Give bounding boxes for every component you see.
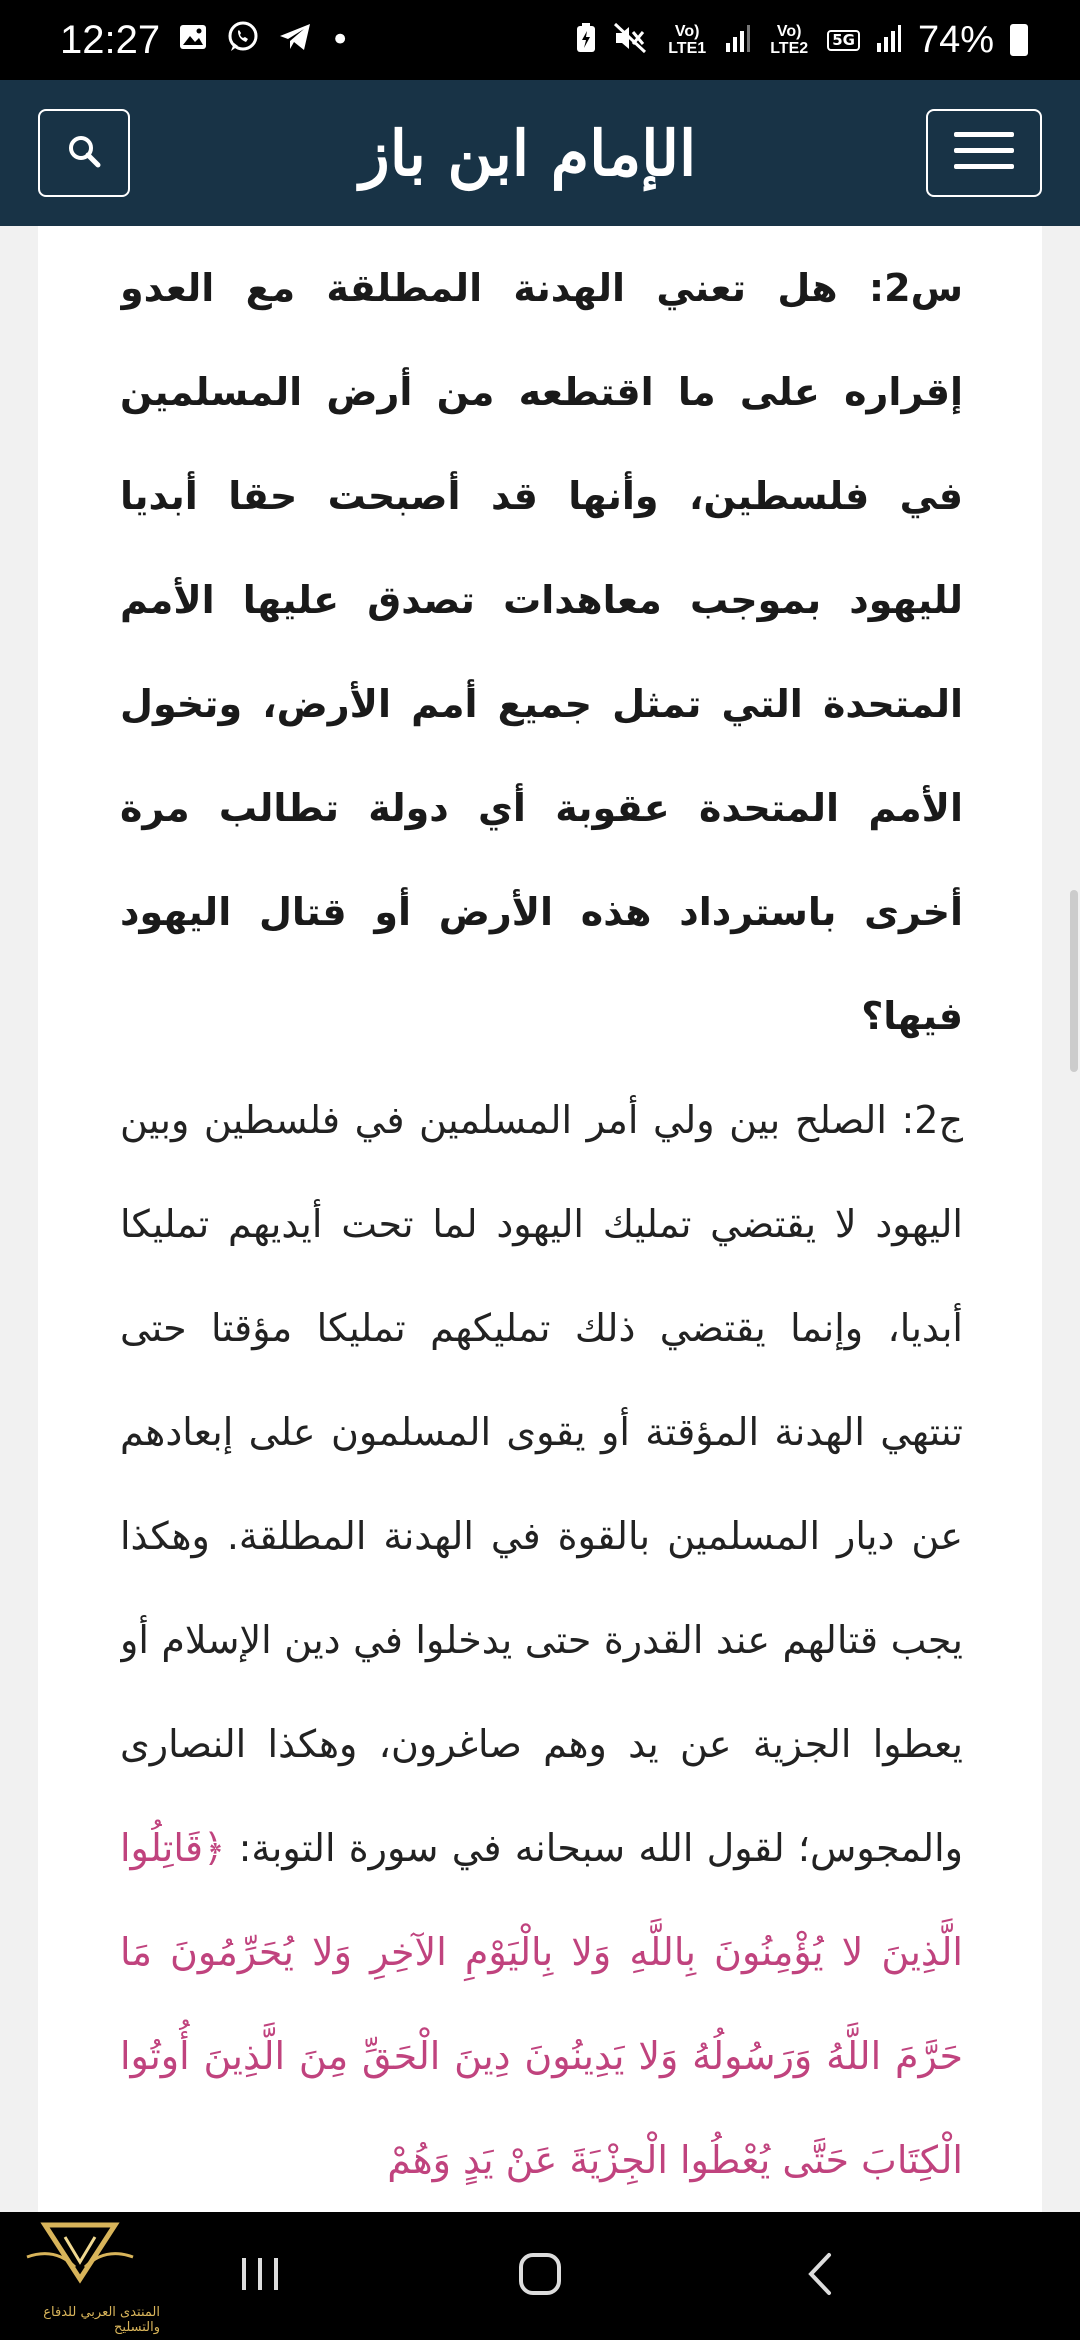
question-text: س2: هل تعني الهدنة المطلقة مع العدو إقراره على ما اقتطعه من أرض المسلمين في فلسطين، وأنها قد أصبحت حقا أبديا لليهود بموجب معاهدات تصدق عليها الأمم المتحدة التي تمثل جميع أمم الأرض، وتخول الأمم المتحدة عقوبة أي دولة تطالب مرة أخرى باسترداد هذه الأرض أو قتال اليهود فيها؟: [120, 266, 963, 1038]
lte2-label: Vo) LTE2: [770, 23, 809, 57]
search-icon: [67, 134, 101, 172]
answer-paragraph: [120, 1068, 963, 2212]
app-header: [0, 80, 1080, 226]
home-button[interactable]: [500, 2236, 580, 2316]
answer-text: ج2: الصلح بين ولي أمر المسلمين في فلسطين وبين اليهود لا يقتضي تمليك اليهود لما تحت أيديهم تمليكا أبديا، وإنما يقتضي ذلك تمليكهم تمليكا مؤقتا حتى تنتهي الهدنة المؤقتة أو يقوى المسلمون على إبعادهم عن ديار المسلمين بالقوة في الهدنة المطلقة. وهكذا يجب قتالهم عند القدرة حتى يدخلوا في دين الإسلام أو يعطوا الجزية عن يد وهم صاغرون، وهكذا النصارى والمجوس؛ لقول الله سبحانه في سورة التوبة:: [120, 1098, 963, 1870]
article-content: [120, 236, 963, 2212]
battery-icon: [1010, 24, 1028, 56]
status-left: [60, 18, 350, 63]
home-icon: [517, 2251, 563, 2301]
page-margin-right: [1042, 226, 1080, 2212]
mute-icon: [613, 22, 649, 58]
signal-icon-1: [725, 23, 751, 57]
recent-apps-button[interactable]: [220, 2236, 300, 2316]
badge-5g: 5G: [827, 30, 860, 51]
status-bar: [0, 0, 1080, 80]
forum-watermark: [0, 2212, 160, 2340]
telegram-icon: [278, 22, 312, 58]
status-time: 12:27: [60, 17, 161, 62]
watermark-text: المنتدى العربي للدفاع والتسليح: [43, 2305, 160, 2335]
scrollbar-thumb[interactable]: [1070, 890, 1078, 1072]
signal-icon-2: [876, 23, 902, 57]
menu-button[interactable]: [926, 109, 1042, 197]
hamburger-icon: [954, 130, 1014, 176]
whatsapp-icon: [226, 20, 260, 60]
quran-verse: ﴿قَاتِلُوا الَّذِينَ لا يُؤْمِنُونَ بِاللَّهِ وَلا بِالْيَوْمِ الآخِرِ وَلا يُحَرِّمُونَ مَا حَرَّمَ اللَّهُ وَرَسُولُهُ وَلا يَدِينُونَ دِينَ الْحَقِّ مِنَ الَّذِينَ أُوتُوا الْكِتَابَ حَتَّى يُعْطُوا الْجِزْيَةَ عَنْ يَدٍ وَهُمْ: [120, 1826, 963, 2182]
status-right: [575, 19, 1028, 62]
back-icon: [805, 2251, 835, 2301]
navigation-bar: [0, 2212, 1080, 2340]
search-button[interactable]: [38, 109, 130, 197]
battery-percent: 74%: [917, 18, 994, 61]
site-logo[interactable]: الإمام ابن باز: [359, 116, 697, 190]
gallery-icon: [178, 22, 208, 58]
notification-dot: •: [330, 20, 351, 60]
lte1-label: Vo) LTE1: [668, 23, 707, 57]
shield-logo-icon: [25, 2217, 135, 2301]
recents-icon: [238, 2254, 282, 2298]
page-margin-left: [0, 226, 38, 2212]
back-button[interactable]: [780, 2236, 860, 2316]
battery-saver-icon: [575, 22, 597, 58]
